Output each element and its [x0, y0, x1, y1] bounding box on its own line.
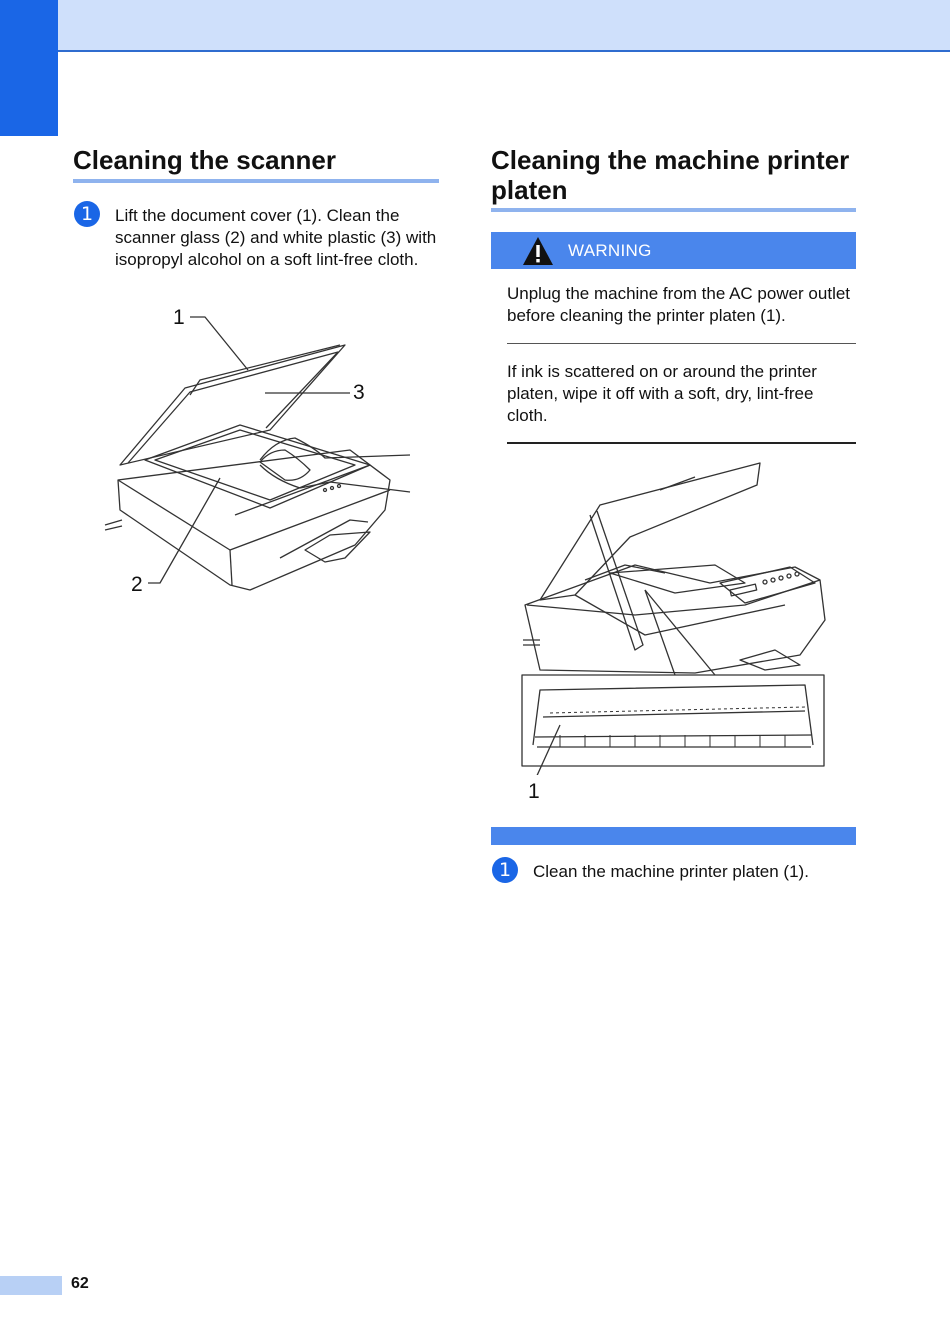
- warning-label: WARNING: [568, 241, 652, 260]
- step-number: 1: [74, 201, 100, 227]
- platen-zoom-box: [522, 675, 824, 766]
- section-title-scanner: Cleaning the scanner: [73, 145, 336, 175]
- step-text: Clean the machine printer platen (1).: [533, 862, 809, 881]
- platen-illustration: [515, 455, 835, 775]
- warning-triangle-icon: [521, 235, 555, 267]
- note-text: If ink is scattered on or around the printer platen, wipe it off with a soft, dry, lint-free cloth.: [507, 362, 817, 425]
- callout-label-1: 1: [173, 306, 185, 329]
- step-number: 1: [492, 857, 518, 883]
- header-band: [58, 0, 950, 52]
- divider: [507, 343, 856, 344]
- page-number: 62: [71, 1275, 89, 1292]
- page-number-tab: [0, 1276, 62, 1295]
- step-text: Lift the document cover (1). Clean the scanner glass (2) and white plastic (3) with isopropyl alcohol on a soft lint-free cloth.: [115, 206, 437, 269]
- callout-label-1: 1: [528, 780, 540, 803]
- section-title-platen: Cleaning the machine printer platen: [491, 145, 850, 205]
- step-header-strip: [491, 827, 856, 845]
- scanner-glass: [155, 430, 355, 500]
- divider: [507, 442, 856, 444]
- title-rule: [491, 208, 856, 212]
- chapter-tab: [0, 0, 58, 136]
- title-rule: [73, 179, 439, 183]
- scanner-cleaning-illustration: [100, 300, 420, 600]
- paper-tray: [305, 532, 370, 562]
- hand-with-cloth: [260, 438, 410, 492]
- machine-body: [525, 565, 825, 673]
- warning-text: Unplug the machine from the AC power outlet before cleaning the printer platen (1).: [507, 284, 851, 325]
- callout-label-2: 2: [131, 573, 143, 596]
- callout-label-3: 3: [353, 381, 365, 404]
